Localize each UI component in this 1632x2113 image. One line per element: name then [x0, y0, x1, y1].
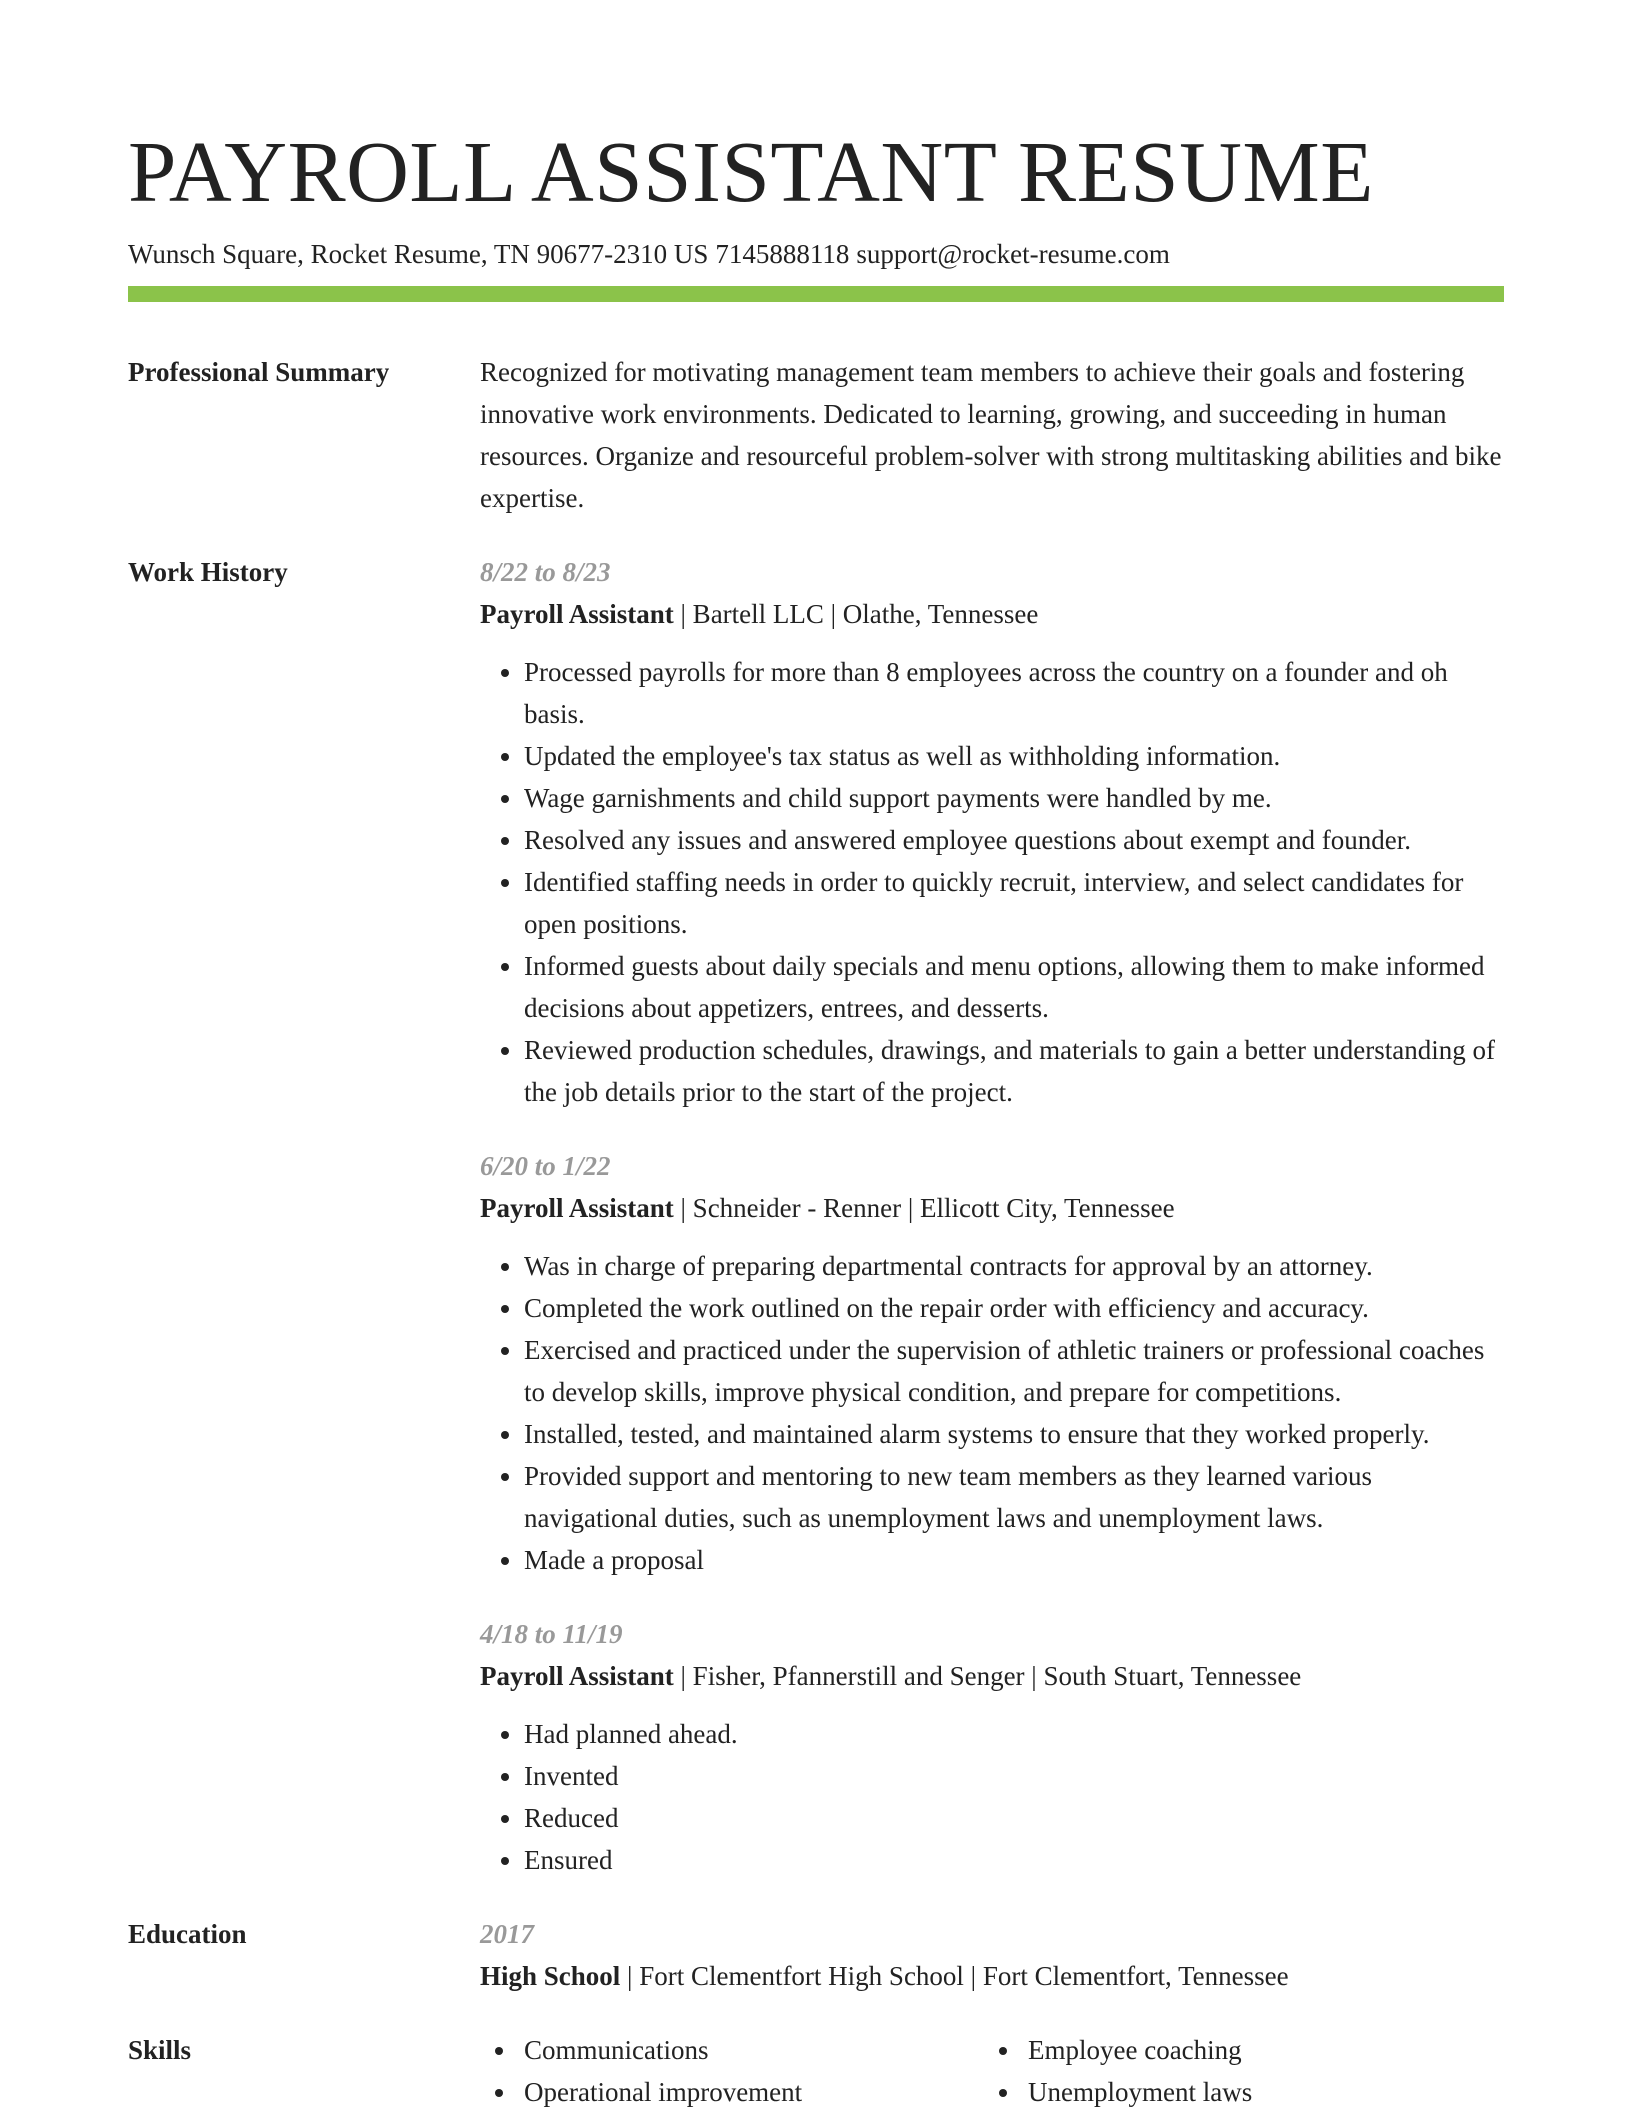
contact-line	[128, 236, 1504, 272]
summary-text: Recognized for motivating management team members to achieve their goals and fostering innovative work environments. Dedicated to learning, growing, and succeeding in human resources. Organize and resourceful problem-solver with strong multitasking abilities and bike expertise.	[480, 357, 1502, 513]
section-label-skills: Skills	[128, 2035, 192, 2065]
duty-item: • Exercised and practiced under the supervision of athletic trainers or professional coaches to develop skills, improve physical condition, and prepare for competitions.	[524, 1329, 1504, 1413]
job-duties	[480, 1245, 1504, 1581]
job-duties	[480, 1713, 1504, 1881]
duty-item: • Reviewed production schedules, drawings, and materials to gain a better understanding of the job details prior to the start of the project.	[524, 1029, 1504, 1113]
job-entry	[480, 551, 1504, 1113]
job-title: Payroll Assistant	[480, 1193, 674, 1223]
professional-summary-section	[128, 351, 1504, 519]
section-label-education: Education	[128, 1919, 247, 1949]
duty-item: • Updated the employee's tax status as well as withholding information.	[524, 735, 1504, 777]
job-heading	[480, 593, 1504, 635]
duty-item: • Installed, tested, and maintained alarm systems to ensure that they worked properly.	[524, 1413, 1504, 1455]
job-title: Payroll Assistant	[480, 599, 674, 629]
skills-body	[480, 2029, 1504, 2113]
job-dates: 8/22 to 8/23	[480, 557, 611, 587]
education-heading	[480, 1955, 1504, 1997]
education-details: | Fort Clementfort High School | Fort Clementfort, Tennessee	[620, 1961, 1289, 1991]
job-entry	[480, 1613, 1504, 1881]
duty-item: • Wage garnishments and child support payments were handled by me.	[524, 777, 1504, 819]
skill-item: Employee coaching	[984, 2029, 1504, 2071]
work-history-section	[128, 551, 1504, 1881]
resume-title: PAYROLL ASSISTANT RESUME	[128, 123, 1374, 220]
duty-item: • Made a proposal	[524, 1539, 1504, 1581]
job-duties	[480, 651, 1504, 1113]
section-label-summary: Professional Summary	[128, 357, 390, 387]
skills-list	[480, 2029, 1504, 2113]
job-heading	[480, 1187, 1504, 1229]
section-label-work-history: Work History	[128, 557, 288, 587]
skill-item: Unemployment laws	[984, 2071, 1504, 2113]
education-entry	[480, 1913, 1504, 1997]
duty-item: • Processed payrolls for more than 8 employees across the country on a founder and oh basis.	[524, 651, 1504, 735]
job-entry	[480, 1145, 1504, 1581]
duty-item: • Informed guests about daily specials and menu options, allowing them to make informed decisions about appetizers, entrees, and desserts.	[524, 945, 1504, 1029]
work-history-list	[480, 551, 1504, 1881]
duty-item: • Resolved any issues and answered employee questions about exempt and founder.	[524, 819, 1504, 861]
duty-item: • Provided support and mentoring to new team members as they learned various navigational duties, such as unemployment laws and unemployment laws.	[524, 1455, 1504, 1539]
resume-page	[128, 118, 1504, 2113]
header-divider	[128, 286, 1504, 302]
duty-item: • Completed the work outlined on the repair order with efficiency and accuracy.	[524, 1287, 1504, 1329]
education-year: 2017	[480, 1919, 534, 1949]
email: support@rocket-resume.com	[856, 239, 1170, 269]
job-title: Payroll Assistant	[480, 1661, 674, 1691]
job-details: | Fisher, Pfannerstill and Senger | South Stuart, Tennessee	[673, 1661, 1302, 1691]
skill-item: Operational improvement	[480, 2071, 984, 2113]
education-degree: High School	[480, 1961, 621, 1991]
job-heading	[480, 1655, 1504, 1697]
duty-item: • Had planned ahead.	[524, 1713, 1504, 1755]
duty-item: • Identified staffing needs in order to quickly recruit, interview, and select candidates for open positions.	[524, 861, 1504, 945]
job-dates: 6/20 to 1/22	[480, 1151, 611, 1181]
education-section	[128, 1913, 1504, 1997]
duty-item: • Ensured	[524, 1839, 1504, 1881]
job-dates: 4/18 to 11/19	[480, 1619, 623, 1649]
job-details: | Schneider - Renner | Ellicott City, Tennessee	[673, 1193, 1175, 1223]
duty-item: • Reduced	[524, 1797, 1504, 1839]
address: Wunsch Square, Rocket Resume, TN 90677-2310 US	[128, 239, 709, 269]
skill-item: Communications	[480, 2029, 984, 2071]
job-details: | Bartell LLC | Olathe, Tennessee	[673, 599, 1039, 629]
duty-item: • Was in charge of preparing departmental contracts for approval by an attorney.	[524, 1245, 1504, 1287]
skills-section	[128, 2029, 1504, 2113]
phone: 7145888118	[715, 239, 850, 269]
duty-item: • Invented	[524, 1755, 1504, 1797]
